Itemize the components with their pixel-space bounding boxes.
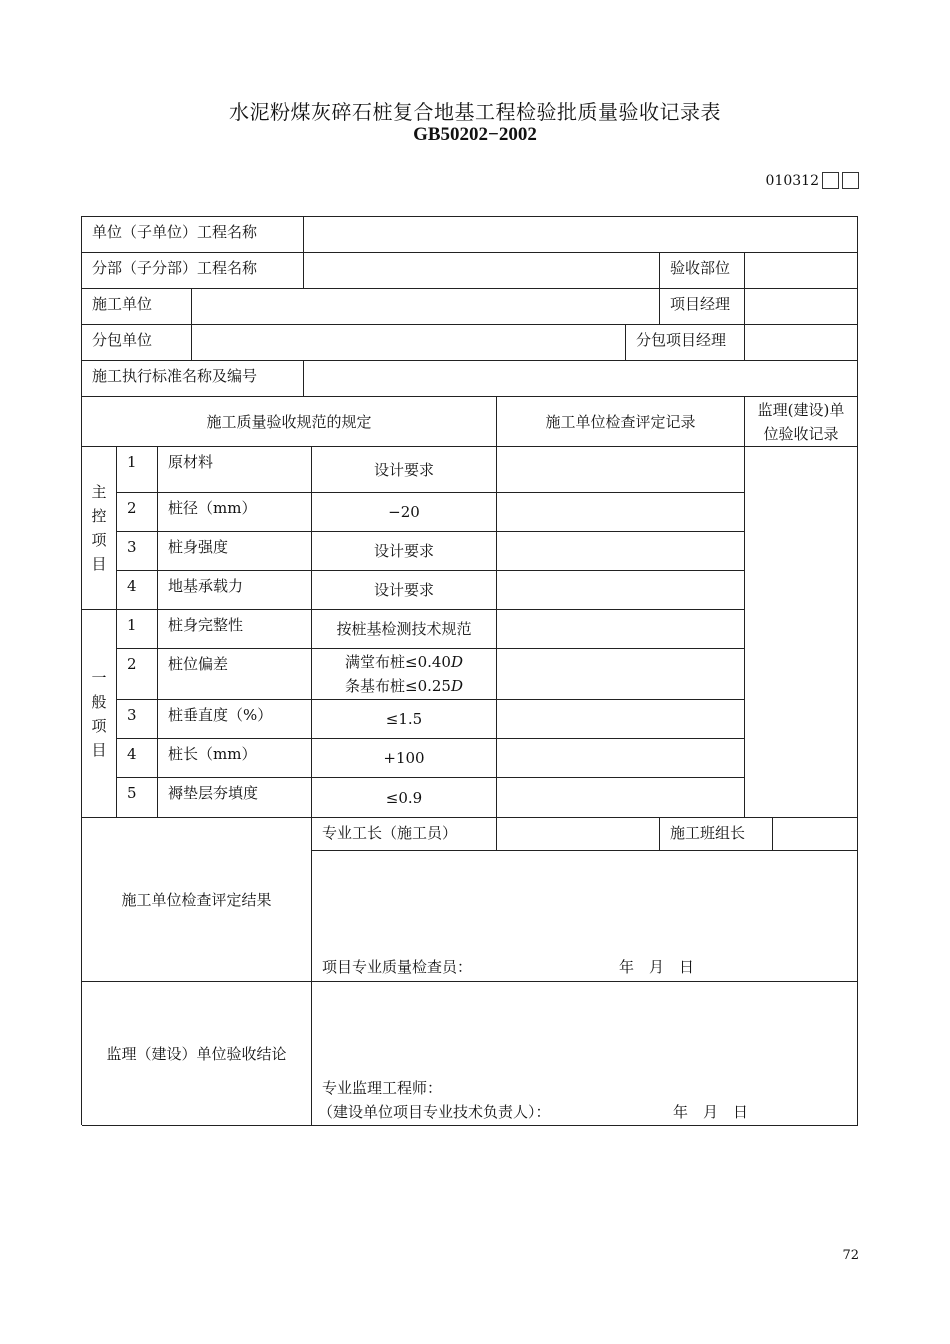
conclusion-label: 监理（建设）单位验收结论 (82, 982, 312, 1126)
header-check-record: 施工单位检查评定记录 (497, 397, 745, 447)
main-item-name: 原材料 (158, 447, 312, 493)
label-project-manager: 项目经理 (660, 289, 745, 325)
inspector-label: 项目专业质量检查员： (322, 958, 473, 976)
main-item-name: 地基承载力 (158, 571, 312, 610)
main-item-check-field[interactable] (497, 493, 745, 532)
team-leader-label: 施工班组长 (660, 818, 773, 851)
general-item-check-field[interactable] (497, 739, 745, 778)
label-unit-project-name: 单位（子单位）工程名称 (82, 217, 304, 253)
engineer-label: 专业监理工程师： (322, 1079, 443, 1097)
main-item-check-field[interactable] (497, 447, 745, 493)
general-item-check-field[interactable] (497, 700, 745, 739)
owner-rep-label: （建设单位项目专业技术负责人）： (318, 1103, 551, 1121)
main-item-req: 设计要求 (312, 532, 497, 571)
field-sub-project-name[interactable] (304, 253, 660, 289)
main-item-name: 桩身强度 (158, 532, 312, 571)
label-subcontract-unit: 分包单位 (82, 325, 192, 361)
field-subcontract-unit[interactable] (192, 325, 626, 361)
code-box-1[interactable] (822, 172, 839, 189)
general-item-no: 5 (117, 778, 158, 818)
foreman-field[interactable] (497, 818, 660, 851)
page-number: 72 (842, 1248, 859, 1263)
general-item-no: 2 (117, 649, 158, 700)
general-item-name: 桩长（mm） (158, 739, 312, 778)
main-item-no: 2 (117, 493, 158, 532)
field-acceptance-part[interactable] (745, 253, 858, 289)
form-code-text: 010312 (765, 172, 819, 189)
label-construction-unit: 施工单位 (82, 289, 192, 325)
result-date: 年 月 日 (619, 958, 695, 976)
general-item-no: 4 (117, 739, 158, 778)
label-sub-project-name: 分部（子分部）工程名称 (82, 253, 304, 289)
label-acceptance-part: 验收部位 (660, 253, 745, 289)
general-item-check-field[interactable] (497, 778, 745, 818)
req-line-1: 满堂布桩≤0.40D (345, 653, 463, 671)
result-label: 施工单位检查评定结果 (82, 818, 312, 982)
result-field[interactable] (312, 851, 858, 982)
code-box-2[interactable] (842, 172, 859, 189)
general-item-no: 3 (117, 700, 158, 739)
conclusion-field[interactable] (312, 982, 858, 1126)
supervisor-record-field[interactable] (745, 447, 858, 818)
main-item-no: 3 (117, 532, 158, 571)
label-subcontract-manager: 分包项目经理 (626, 325, 745, 361)
general-item-req: ≤1.5 (312, 700, 497, 739)
main-item-no: 1 (117, 447, 158, 493)
header-spec: 施工质量验收规范的规定 (82, 397, 497, 447)
main-items-label: 主控项目 (82, 447, 117, 610)
general-item-name: 桩身完整性 (158, 610, 312, 649)
general-item-name: 褥垫层夯填度 (158, 778, 312, 818)
general-item-req: ≤0.9 (312, 778, 497, 818)
header-supervisor-record: 监理(建设)单位验收记录 (745, 397, 858, 447)
main-item-name: 桩径（mm） (158, 493, 312, 532)
foreman-label: 专业工长（施工员） (312, 818, 497, 851)
main-item-check-field[interactable] (497, 571, 745, 610)
general-item-check-field[interactable] (497, 610, 745, 649)
team-leader-field[interactable] (773, 818, 858, 851)
conclusion-date: 年 月 日 (673, 1103, 749, 1121)
acceptance-form (81, 216, 858, 1125)
general-item-no: 1 (117, 610, 158, 649)
main-item-no: 4 (117, 571, 158, 610)
form-code (766, 172, 859, 189)
general-item-req (312, 649, 497, 700)
field-construction-unit[interactable] (192, 289, 660, 325)
field-subcontract-manager[interactable] (745, 325, 858, 361)
main-item-req: 设计要求 (312, 571, 497, 610)
general-item-name: 桩垂直度（%） (158, 700, 312, 739)
general-item-req: +100 (312, 739, 497, 778)
standard-code: GB50202−2002 (413, 124, 537, 145)
req-line-2: 条基布桩≤0.25D (345, 677, 463, 695)
page-title: 水泥粉煤灰碎石桩复合地基工程检验批质量验收记录表 (229, 100, 721, 124)
general-items-label: 一般项目 (82, 610, 117, 818)
field-standard-name[interactable] (304, 361, 858, 397)
field-unit-project-name[interactable] (304, 217, 858, 253)
general-item-req: 按桩基检测技术规范 (312, 610, 497, 649)
main-item-req: 设计要求 (312, 447, 497, 493)
general-item-name: 桩位偏差 (158, 649, 312, 700)
general-item-check-field[interactable] (497, 649, 745, 700)
field-project-manager[interactable] (745, 289, 858, 325)
label-standard-name: 施工执行标准名称及编号 (82, 361, 304, 397)
main-item-check-field[interactable] (497, 532, 745, 571)
main-item-req: −20 (312, 493, 497, 532)
